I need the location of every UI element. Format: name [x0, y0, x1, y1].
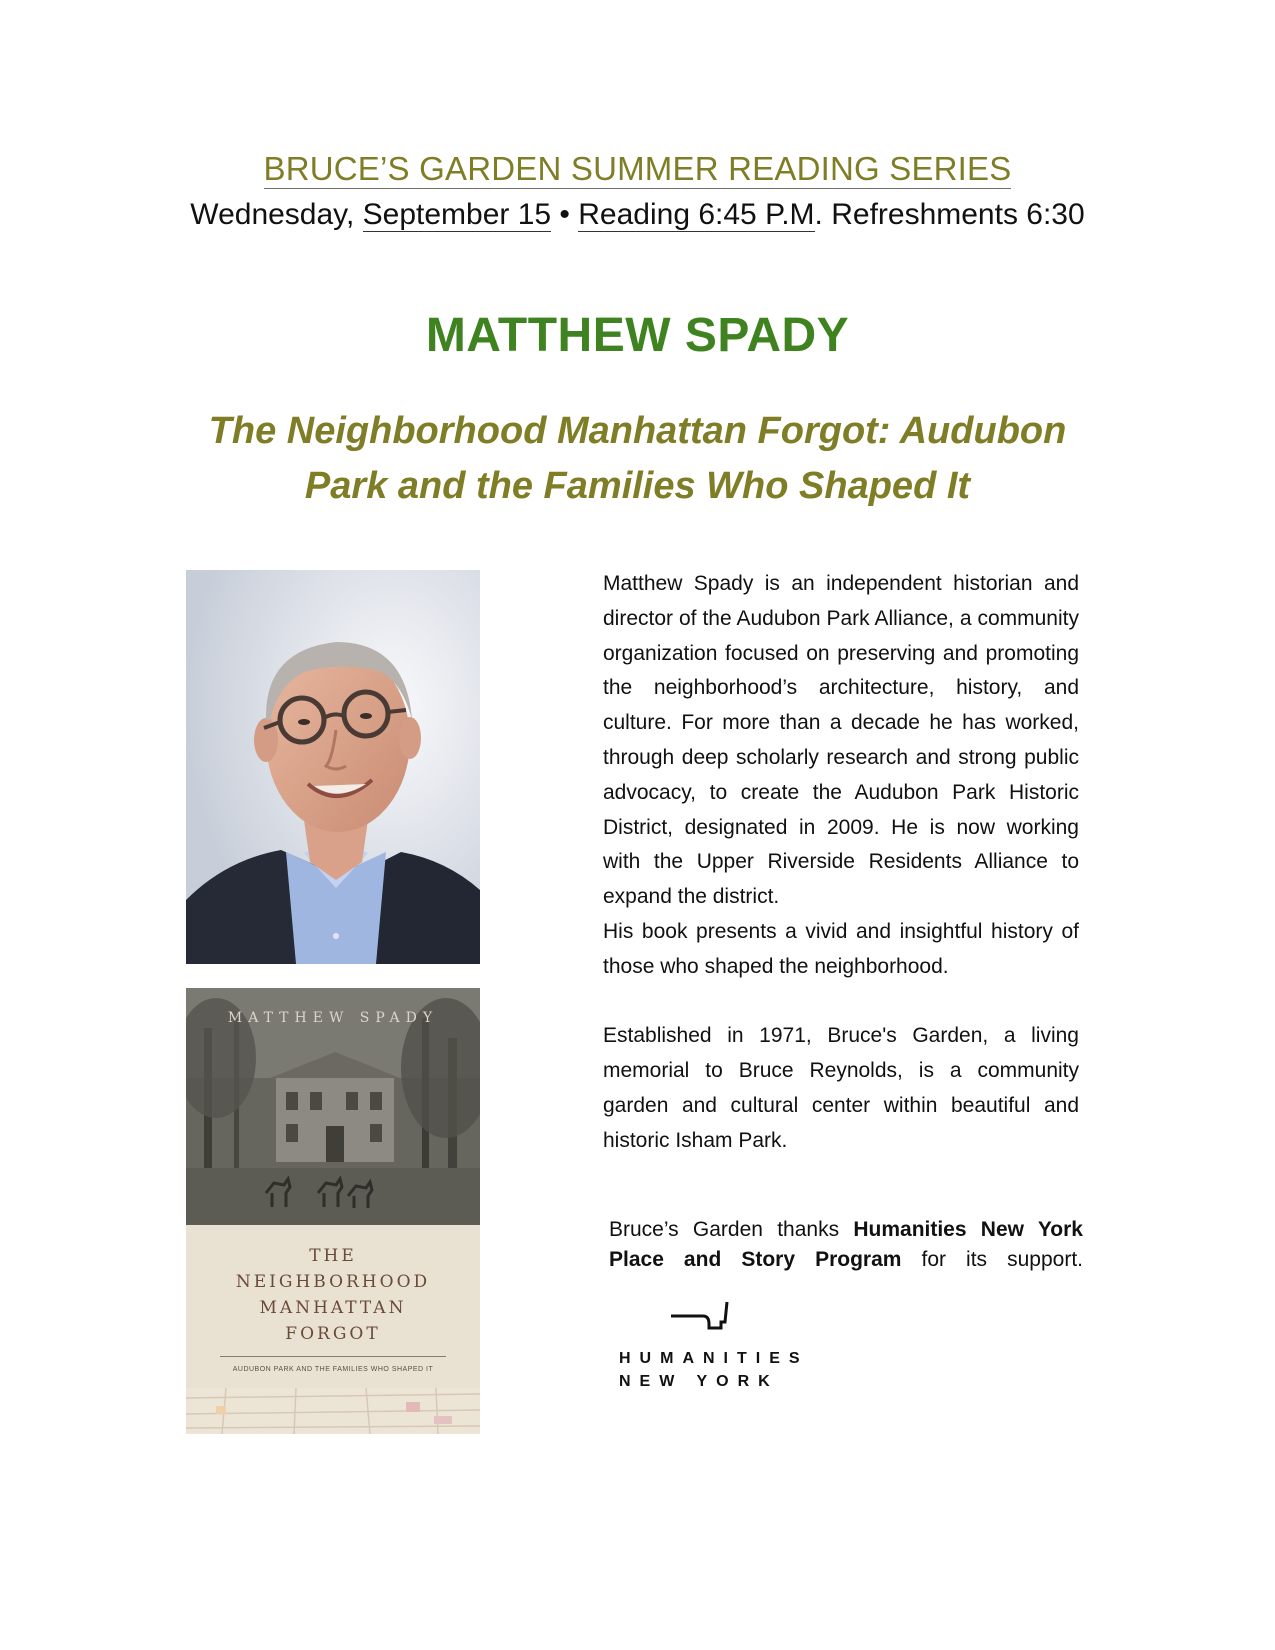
book-title: The Neighborhood Manhattan Forgot: Audubon Park and the Families Who Shaped It — [208, 410, 1067, 507]
cover-title-line: MANHATTAN — [259, 1298, 407, 1318]
book-cover — [186, 988, 480, 1434]
author-photo — [186, 570, 480, 964]
author-portrait-icon — [186, 570, 480, 964]
cover-author: MATTHEW SPADY — [227, 1010, 439, 1026]
cover-engraving — [186, 988, 480, 1225]
humanities-new-york-logo — [617, 1300, 847, 1395]
thanks-prefix: Bruce’s Garden thanks — [609, 1218, 854, 1241]
bio-paragraph: His book presents a vivid and insightful history of those who shaped the neighborhood. — [603, 919, 1079, 978]
date-prefix: Wednesday, — [190, 198, 363, 231]
cover-divider — [220, 1356, 446, 1357]
author-name: MATTHEW SPADY — [425, 309, 850, 362]
logo-line1: HUMANITIES — [619, 1350, 809, 1367]
cover-map-icon — [186, 1388, 480, 1434]
bullet-separator: • — [551, 198, 579, 231]
event-date: September 15 — [362, 198, 552, 231]
series-title — [0, 150, 1275, 188]
cover-title-line: NEIGHBORHOOD — [235, 1272, 431, 1292]
garden-paragraph: Established in 1971, Bruce's Garden, a living memorial to Bruce Reynolds, is a community garden and cultural center within beautiful and historic Isham Park. — [603, 1024, 1079, 1152]
cover-title-line: THE — [309, 1246, 357, 1266]
cover-subtitle: AUDUBON PARK AND THE FAMILIES WHO SHAPED IT — [232, 1366, 434, 1373]
cover-title-line: FORGOT — [285, 1324, 381, 1344]
author-bio — [603, 567, 1079, 1159]
refreshments-time: . Refreshments 6:30 — [814, 198, 1085, 231]
thanks-note — [609, 1215, 1083, 1275]
logo-line2: NEW YORK — [619, 1373, 779, 1390]
sponsor-name: Humanities New York Place and Story Program — [609, 1218, 1083, 1271]
reading-time: Reading 6:45 P.M — [578, 198, 815, 231]
series-title-text: BRUCE’S GARDEN SUMMER READING SERIES — [263, 150, 1012, 187]
bio-paragraph: Matthew Spady is an independent historian and director of the Audubon Park Alliance, a community organization focused on preserving and promoting the neighborhood’s architecture, history, and culture. For more than a decade he has worked, through deep scholarly research and strong public advocacy, to create the Audubon Park Historic District, designated in 2009. He is now working with the Upper Riverside Residents Alliance to expand the district. — [603, 572, 1079, 909]
cover-title — [186, 1243, 480, 1347]
humanities-new-york-logo-icon — [617, 1300, 777, 1348]
thanks-suffix: for its support. — [901, 1248, 1083, 1271]
event-date-line — [0, 198, 1275, 232]
